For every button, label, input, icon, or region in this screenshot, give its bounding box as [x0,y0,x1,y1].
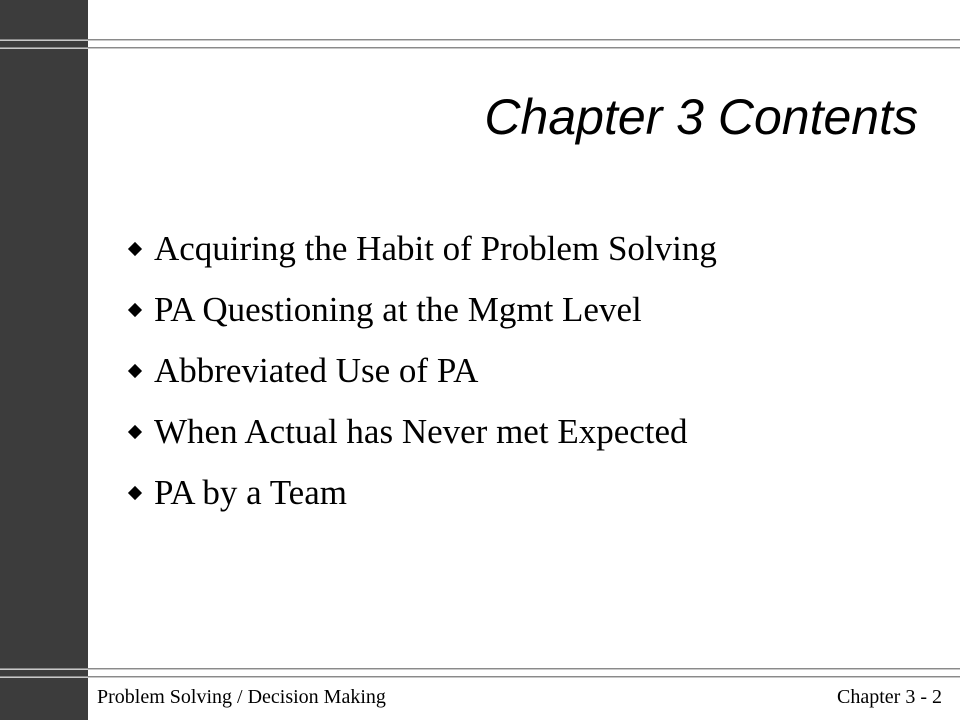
header-rule [0,47,960,49]
slide-title: Chapter 3 Contents [484,89,918,145]
diamond-bullet-icon [128,364,142,378]
footer-rule [0,668,960,670]
list-item [128,340,717,401]
bullet-text: Acquiring the Habit of Problem Solving [154,229,717,268]
header-rule [0,39,960,41]
diamond-bullet-icon [128,425,142,439]
diamond-bullet-icon [128,303,142,317]
bullet-text: PA by a Team [154,473,347,512]
list-item [128,462,717,523]
bullet-list [128,218,717,523]
bullet-text: When Actual has Never met Expected [154,412,688,451]
bullet-text: Abbreviated Use of PA [154,351,479,390]
footer-course-title: Problem Solving / Decision Making [97,686,386,708]
diamond-bullet-icon [128,486,142,500]
footer-rule [0,676,960,678]
diamond-bullet-icon [128,242,142,256]
bullet-text: PA Questioning at the Mgmt Level [154,290,642,329]
footer-page-number: Chapter 3 - 2 [837,686,942,708]
list-item [128,401,717,462]
list-item [128,218,717,279]
list-item [128,279,717,340]
sidebar-band [0,0,88,720]
